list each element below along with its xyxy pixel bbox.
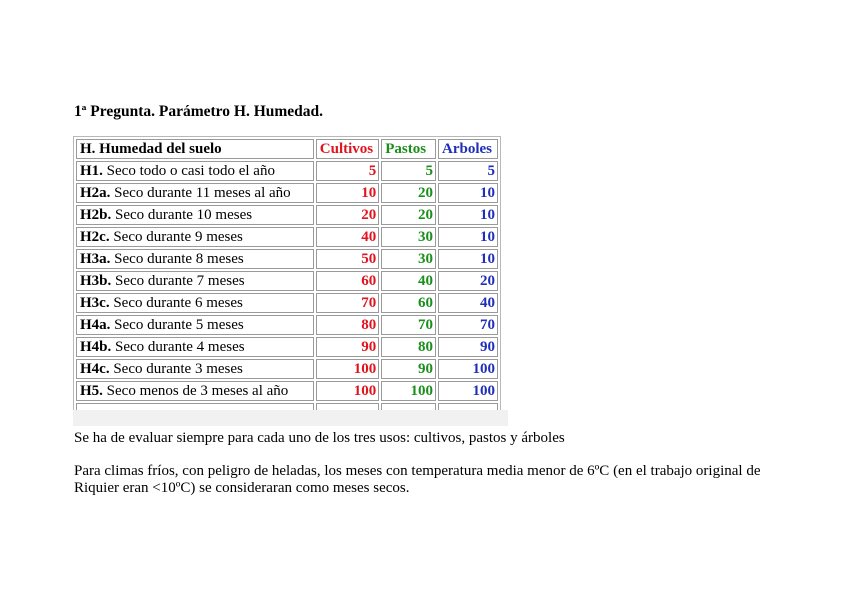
cell-pastos: 100 <box>381 381 436 401</box>
row-description <box>76 381 314 401</box>
table-row <box>76 359 498 379</box>
cell-arboles: 100 <box>438 359 498 379</box>
table-row <box>76 381 498 401</box>
table-row <box>76 293 498 313</box>
cell-arboles: 100 <box>438 381 498 401</box>
cell-pastos: 20 <box>381 205 436 225</box>
cell-cultivos: 20 <box>316 205 379 225</box>
header-arboles: Arboles <box>438 139 498 159</box>
cell-arboles: 70 <box>438 315 498 335</box>
cell-cultivos: 5 <box>316 161 379 181</box>
row-description <box>76 293 314 313</box>
table-row <box>76 271 498 291</box>
row-code: H1. <box>80 163 103 179</box>
cell-arboles: 10 <box>438 249 498 269</box>
cell-arboles: 20 <box>438 271 498 291</box>
row-code: H2b. <box>80 207 112 223</box>
cell-cultivos: 70 <box>316 293 379 313</box>
cell-cultivos: 100 <box>316 381 379 401</box>
row-description <box>76 249 314 269</box>
header-pastos: Pastos <box>381 139 436 159</box>
cell-cultivos: 50 <box>316 249 379 269</box>
cell-cultivos: 90 <box>316 337 379 357</box>
row-text: Seco durante 6 meses <box>109 295 243 311</box>
row-description <box>76 337 314 357</box>
row-description <box>76 183 314 203</box>
row-text: Seco durante 5 meses <box>110 317 244 333</box>
row-description <box>76 205 314 225</box>
row-text: Seco durante 9 meses <box>109 229 243 245</box>
cell-arboles: 90 <box>438 337 498 357</box>
table-row <box>76 161 498 181</box>
cell-cultivos: 80 <box>316 315 379 335</box>
cell-arboles: 10 <box>438 227 498 247</box>
row-text: Seco durante 7 meses <box>111 273 245 289</box>
humidity-table-container <box>73 136 501 426</box>
table-footer-shade <box>73 410 508 426</box>
row-text: Seco durante 4 meses <box>111 339 245 355</box>
row-text: Seco durante 11 meses al año <box>110 185 291 201</box>
table-row <box>76 337 498 357</box>
row-description <box>76 315 314 335</box>
cell-pastos: 80 <box>381 337 436 357</box>
page-heading: 1ª Pregunta. Parámetro H. Humedad. <box>74 103 324 120</box>
row-text: Seco durante 3 meses <box>109 361 243 377</box>
table-row <box>76 315 498 335</box>
cell-pastos: 20 <box>381 183 436 203</box>
header-cultivos: Cultivos <box>316 139 379 159</box>
cell-pastos: 70 <box>381 315 436 335</box>
row-text: Seco durante 10 meses <box>111 207 253 223</box>
row-description <box>76 161 314 181</box>
row-description <box>76 271 314 291</box>
cell-pastos: 90 <box>381 359 436 379</box>
row-text: Seco menos de 3 meses al año <box>102 383 289 399</box>
cell-arboles: 5 <box>438 161 498 181</box>
table-header-row <box>76 139 498 159</box>
row-text: Seco durante 8 meses <box>110 251 244 267</box>
cell-arboles: 10 <box>438 183 498 203</box>
row-code: H5. <box>80 383 103 399</box>
cell-pastos: 5 <box>381 161 436 181</box>
cell-pastos: 30 <box>381 249 436 269</box>
table-row <box>76 227 498 247</box>
row-code: H4b. <box>80 339 112 355</box>
row-code: H2a. <box>80 185 111 201</box>
cold-climate-note: Para climas fríos, con peligro de heladas, los meses con temperatura media menor de 6ºC (en el trabajo original de Riquier eran <10ºC) se consideraran como meses secos. <box>74 463 761 496</box>
row-code: H3b. <box>80 273 112 289</box>
table-row <box>76 249 498 269</box>
cell-pastos: 60 <box>381 293 436 313</box>
table-row <box>76 205 498 225</box>
row-description <box>76 359 314 379</box>
cell-pastos: 30 <box>381 227 436 247</box>
row-code: H2c. <box>80 229 110 245</box>
header-description: H. Humedad del suelo <box>76 139 314 159</box>
cell-cultivos: 40 <box>316 227 379 247</box>
cell-arboles: 10 <box>438 205 498 225</box>
cell-cultivos: 60 <box>316 271 379 291</box>
cell-arboles: 40 <box>438 293 498 313</box>
row-description <box>76 227 314 247</box>
usage-note: Se ha de evaluar siempre para cada uno de los tres usos: cultivos, pastos y árboles <box>74 430 565 446</box>
cell-pastos: 40 <box>381 271 436 291</box>
cell-cultivos: 100 <box>316 359 379 379</box>
table-row <box>76 183 498 203</box>
row-code: H3a. <box>80 251 111 267</box>
row-code: H4a. <box>80 317 111 333</box>
row-code: H4c. <box>80 361 110 377</box>
row-code: H3c. <box>80 295 110 311</box>
row-text: Seco todo o casi todo el año <box>102 163 275 179</box>
humidity-table <box>74 137 500 425</box>
cell-cultivos: 10 <box>316 183 379 203</box>
